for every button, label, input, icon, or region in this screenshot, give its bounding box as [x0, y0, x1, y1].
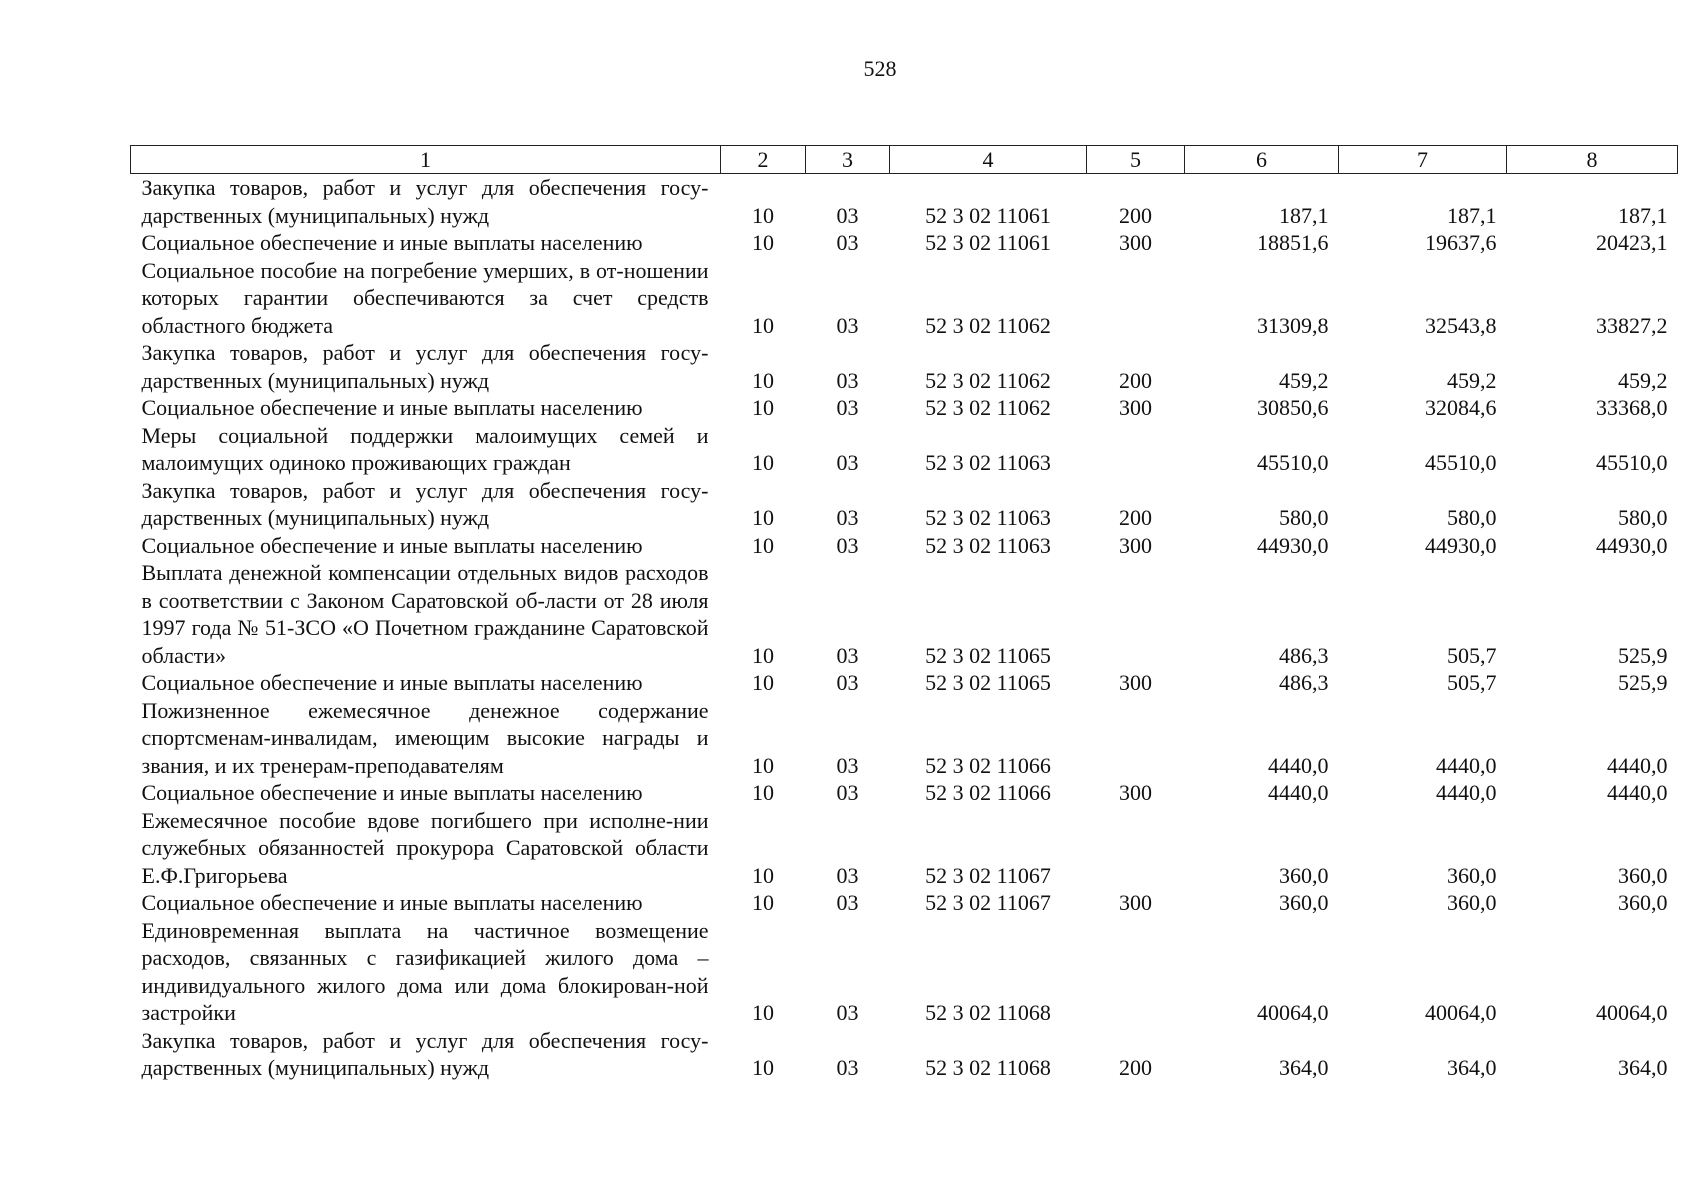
- cell-amount-col8: 525,9: [1618, 642, 1668, 668]
- row-name: Пожизненное ежемесячное денежное содержание спортсменам-инвалидам, имеющим высокие награды и звания, и их тренерам-преподавателям: [141, 697, 709, 778]
- cell-amount-col6: 45510,0: [1257, 450, 1329, 475]
- cell-amount-col8: 44930,0: [1596, 532, 1668, 558]
- cell-section: 10: [752, 312, 774, 338]
- table-row: [131, 532, 1678, 560]
- cell-amount-col6: 360,0: [1279, 890, 1329, 915]
- row-name: Социальное пособие на погребение умерших, в от-ношении которых гарантии обеспечиваются за счет средств областного бюджета: [141, 257, 709, 338]
- cell-section: 10: [752, 230, 774, 255]
- cell-target-article: 52 3 02 11067: [925, 890, 1051, 915]
- row-name: Ежемесячное пособие вдове погибшего при исполне-нии служебных обязанностей прокурора Саратовской области Е.Ф.Григорьева: [141, 807, 709, 888]
- row-name: Социальное обеспечение и иные выплаты населению: [141, 395, 643, 420]
- cell-amount-col8: 580,0: [1618, 505, 1668, 530]
- cell-expense-type: 200: [1119, 202, 1152, 228]
- cell-target-article: 52 3 02 11065: [925, 642, 1051, 668]
- cell-amount-col6: 4440,0: [1268, 780, 1329, 805]
- cell-subsection: 03: [836, 890, 859, 915]
- cell-amount-col6: 486,3: [1279, 670, 1329, 695]
- page-number: 528: [863, 56, 897, 81]
- cell-subsection: 03: [836, 1055, 859, 1080]
- cell-expense-type: 300: [1119, 890, 1152, 915]
- cell-section: 10: [752, 670, 774, 695]
- cell-section: 10: [752, 395, 774, 420]
- cell-expense-type: [1087, 917, 1185, 1027]
- cell-subsection: 03: [836, 1000, 859, 1025]
- cell-amount-col6: 4440,0: [1268, 752, 1329, 778]
- cell-expense-type: 300: [1119, 532, 1152, 558]
- cell-target-article: 52 3 02 11063: [925, 505, 1051, 530]
- cell-expense-type: 300: [1119, 670, 1152, 695]
- row-name: Социальное обеспечение и иные выплаты населению: [141, 670, 643, 695]
- cell-amount-col8: 45510,0: [1596, 450, 1668, 475]
- cell-target-article: 52 3 02 11062: [925, 395, 1051, 420]
- row-name: Социальное обеспечение и иные выплаты населению: [141, 532, 643, 558]
- cell-amount-col6: 459,2: [1279, 367, 1329, 393]
- cell-amount-col7: 505,7: [1447, 670, 1497, 695]
- cell-subsection: 03: [836, 202, 859, 228]
- cell-section: 10: [752, 505, 774, 530]
- cell-amount-col8: 364,0: [1618, 1055, 1668, 1080]
- table-row: [131, 697, 1678, 780]
- cell-target-article: 52 3 02 11065: [925, 670, 1051, 695]
- cell-amount-col7: 40064,0: [1425, 1000, 1497, 1025]
- budget-table: [130, 145, 1678, 1082]
- cell-amount-col7: 19637,6: [1425, 230, 1497, 255]
- header-col-7: 7: [1339, 146, 1507, 174]
- row-name: Закупка товаров, работ и услуг для обеспечения госу-дарственных (муниципальных) нужд: [141, 1027, 709, 1080]
- cell-section: 10: [752, 890, 774, 915]
- table-row: [131, 394, 1678, 422]
- cell-amount-col7: 32084,6: [1425, 395, 1497, 420]
- cell-amount-col7: 44930,0: [1425, 532, 1497, 558]
- table-row: [131, 229, 1678, 257]
- cell-amount-col8: 33368,0: [1596, 395, 1668, 420]
- cell-amount-col6: 187,1: [1279, 202, 1329, 228]
- table-body: [131, 174, 1678, 1082]
- cell-section: 10: [752, 752, 774, 778]
- cell-expense-type: 300: [1119, 780, 1152, 805]
- cell-target-article: 52 3 02 11063: [925, 532, 1051, 558]
- cell-amount-col6: 40064,0: [1257, 1000, 1329, 1025]
- cell-expense-type: [1087, 807, 1185, 890]
- header-col-8: 8: [1507, 146, 1678, 174]
- cell-amount-col6: 44930,0: [1257, 532, 1329, 558]
- cell-amount-col8: 4440,0: [1607, 780, 1668, 805]
- cell-amount-col8: 40064,0: [1596, 1000, 1668, 1025]
- cell-target-article: 52 3 02 11067: [925, 862, 1051, 888]
- cell-section: 10: [752, 1000, 774, 1025]
- cell-section: 10: [752, 780, 774, 805]
- cell-amount-col8: 360,0: [1618, 862, 1668, 888]
- header-col-2: 2: [721, 146, 806, 174]
- cell-amount-col7: 505,7: [1447, 642, 1497, 668]
- cell-target-article: 52 3 02 11062: [925, 312, 1051, 338]
- cell-amount-col8: 187,1: [1618, 202, 1668, 228]
- cell-subsection: 03: [836, 642, 859, 668]
- cell-amount-col6: 486,3: [1279, 642, 1329, 668]
- cell-amount-col7: 364,0: [1447, 1055, 1497, 1080]
- row-name: Закупка товаров, работ и услуг для обеспечения госу-дарственных (муниципальных) нужд: [141, 340, 709, 393]
- cell-amount-col7: 360,0: [1447, 890, 1497, 915]
- cell-amount-col7: 32543,8: [1425, 312, 1497, 338]
- table-row: [131, 1027, 1678, 1082]
- cell-target-article: 52 3 02 11061: [925, 202, 1051, 228]
- cell-target-article: 52 3 02 11061: [925, 230, 1051, 255]
- table-row: [131, 779, 1678, 807]
- cell-subsection: 03: [836, 532, 859, 558]
- cell-amount-col6: 364,0: [1279, 1055, 1329, 1080]
- row-name: Социальное обеспечение и иные выплаты населению: [141, 230, 643, 255]
- cell-amount-col7: 459,2: [1447, 367, 1497, 393]
- cell-expense-type: [1087, 697, 1185, 780]
- cell-subsection: 03: [836, 450, 859, 475]
- cell-subsection: 03: [836, 752, 859, 778]
- row-name: Выплата денежной компенсации отдельных видов расходов в соответствии с Законом Саратовской об-ласти от 28 июля 1997 года № 51-ЗСО «О Почетном гражданине Саратовской области»: [141, 560, 709, 668]
- cell-expense-type: 200: [1119, 1055, 1152, 1080]
- header-col-6: 6: [1185, 146, 1339, 174]
- cell-section: 10: [752, 450, 774, 475]
- cell-subsection: 03: [836, 862, 859, 888]
- cell-amount-col7: 4440,0: [1436, 780, 1497, 805]
- cell-target-article: 52 3 02 11068: [925, 1000, 1051, 1025]
- cell-amount-col7: 580,0: [1447, 505, 1497, 530]
- table-row: [131, 477, 1678, 532]
- header-col-4: 4: [890, 146, 1087, 174]
- row-name: Социальное обеспечение и иные выплаты населению: [141, 890, 643, 915]
- cell-subsection: 03: [836, 780, 859, 805]
- table-row: [131, 174, 1678, 230]
- cell-amount-col6: 30850,6: [1257, 395, 1329, 420]
- table-row: [131, 807, 1678, 890]
- table-row: [131, 889, 1678, 917]
- cell-amount-col8: 4440,0: [1607, 752, 1668, 778]
- cell-subsection: 03: [836, 395, 859, 420]
- cell-amount-col7: 45510,0: [1425, 450, 1497, 475]
- cell-target-article: 52 3 02 11063: [925, 450, 1051, 475]
- cell-expense-type: 300: [1119, 395, 1152, 420]
- cell-target-article: 52 3 02 11066: [925, 780, 1051, 805]
- row-name: Единовременная выплата на частичное возмещение расходов, связанных с газификацией жилого дома – индивидуального жилого дома или дома блокирован-ной застройки: [141, 917, 709, 1025]
- cell-expense-type: 300: [1119, 230, 1152, 255]
- cell-section: 10: [752, 862, 774, 888]
- cell-subsection: 03: [836, 230, 859, 255]
- cell-target-article: 52 3 02 11066: [925, 752, 1051, 778]
- cell-amount-col8: 459,2: [1618, 367, 1668, 393]
- table-row: [131, 339, 1678, 394]
- cell-amount-col8: 20423,1: [1596, 230, 1668, 255]
- cell-expense-type: 200: [1119, 505, 1152, 530]
- cell-amount-col6: 18851,6: [1257, 230, 1329, 255]
- cell-amount-col6: 580,0: [1279, 505, 1329, 530]
- cell-section: 10: [752, 642, 774, 668]
- cell-amount-col7: 360,0: [1447, 862, 1497, 888]
- table-row: [131, 669, 1678, 697]
- table-row: [131, 559, 1678, 669]
- header-col-1: 1: [131, 146, 721, 174]
- cell-subsection: 03: [836, 312, 859, 338]
- row-name: Социальное обеспечение и иные выплаты населению: [141, 780, 643, 805]
- cell-target-article: 52 3 02 11062: [925, 367, 1051, 393]
- cell-subsection: 03: [836, 505, 859, 530]
- cell-amount-col6: 360,0: [1279, 862, 1329, 888]
- cell-section: 10: [752, 202, 774, 228]
- table-row: [131, 257, 1678, 340]
- cell-expense-type: [1087, 257, 1185, 340]
- cell-section: 10: [752, 1055, 774, 1080]
- cell-expense-type: [1087, 422, 1185, 477]
- cell-target-article: 52 3 02 11068: [925, 1055, 1051, 1080]
- cell-amount-col8: 525,9: [1618, 670, 1668, 695]
- table-row: [131, 917, 1678, 1027]
- cell-amount-col6: 31309,8: [1257, 312, 1329, 338]
- cell-expense-type: [1087, 559, 1185, 669]
- cell-amount-col7: 187,1: [1447, 202, 1497, 228]
- header-col-5: 5: [1087, 146, 1185, 174]
- cell-subsection: 03: [836, 367, 859, 393]
- cell-subsection: 03: [836, 670, 859, 695]
- row-name: Закупка товаров, работ и услуг для обеспечения госу-дарственных (муниципальных) нужд: [141, 175, 709, 228]
- cell-amount-col8: 33827,2: [1596, 312, 1668, 338]
- cell-amount-col7: 4440,0: [1436, 752, 1497, 778]
- cell-section: 10: [752, 532, 774, 558]
- row-name: Закупка товаров, работ и услуг для обеспечения госу-дарственных (муниципальных) нужд: [141, 477, 709, 530]
- cell-expense-type: 200: [1119, 367, 1152, 393]
- row-name: Меры социальной поддержки малоимущих семей и малоимущих одиноко проживающих граждан: [141, 422, 709, 475]
- table-header-row: [131, 146, 1678, 174]
- cell-amount-col8: 360,0: [1618, 890, 1668, 915]
- cell-section: 10: [752, 367, 774, 393]
- table-row: [131, 422, 1678, 477]
- header-col-3: 3: [806, 146, 890, 174]
